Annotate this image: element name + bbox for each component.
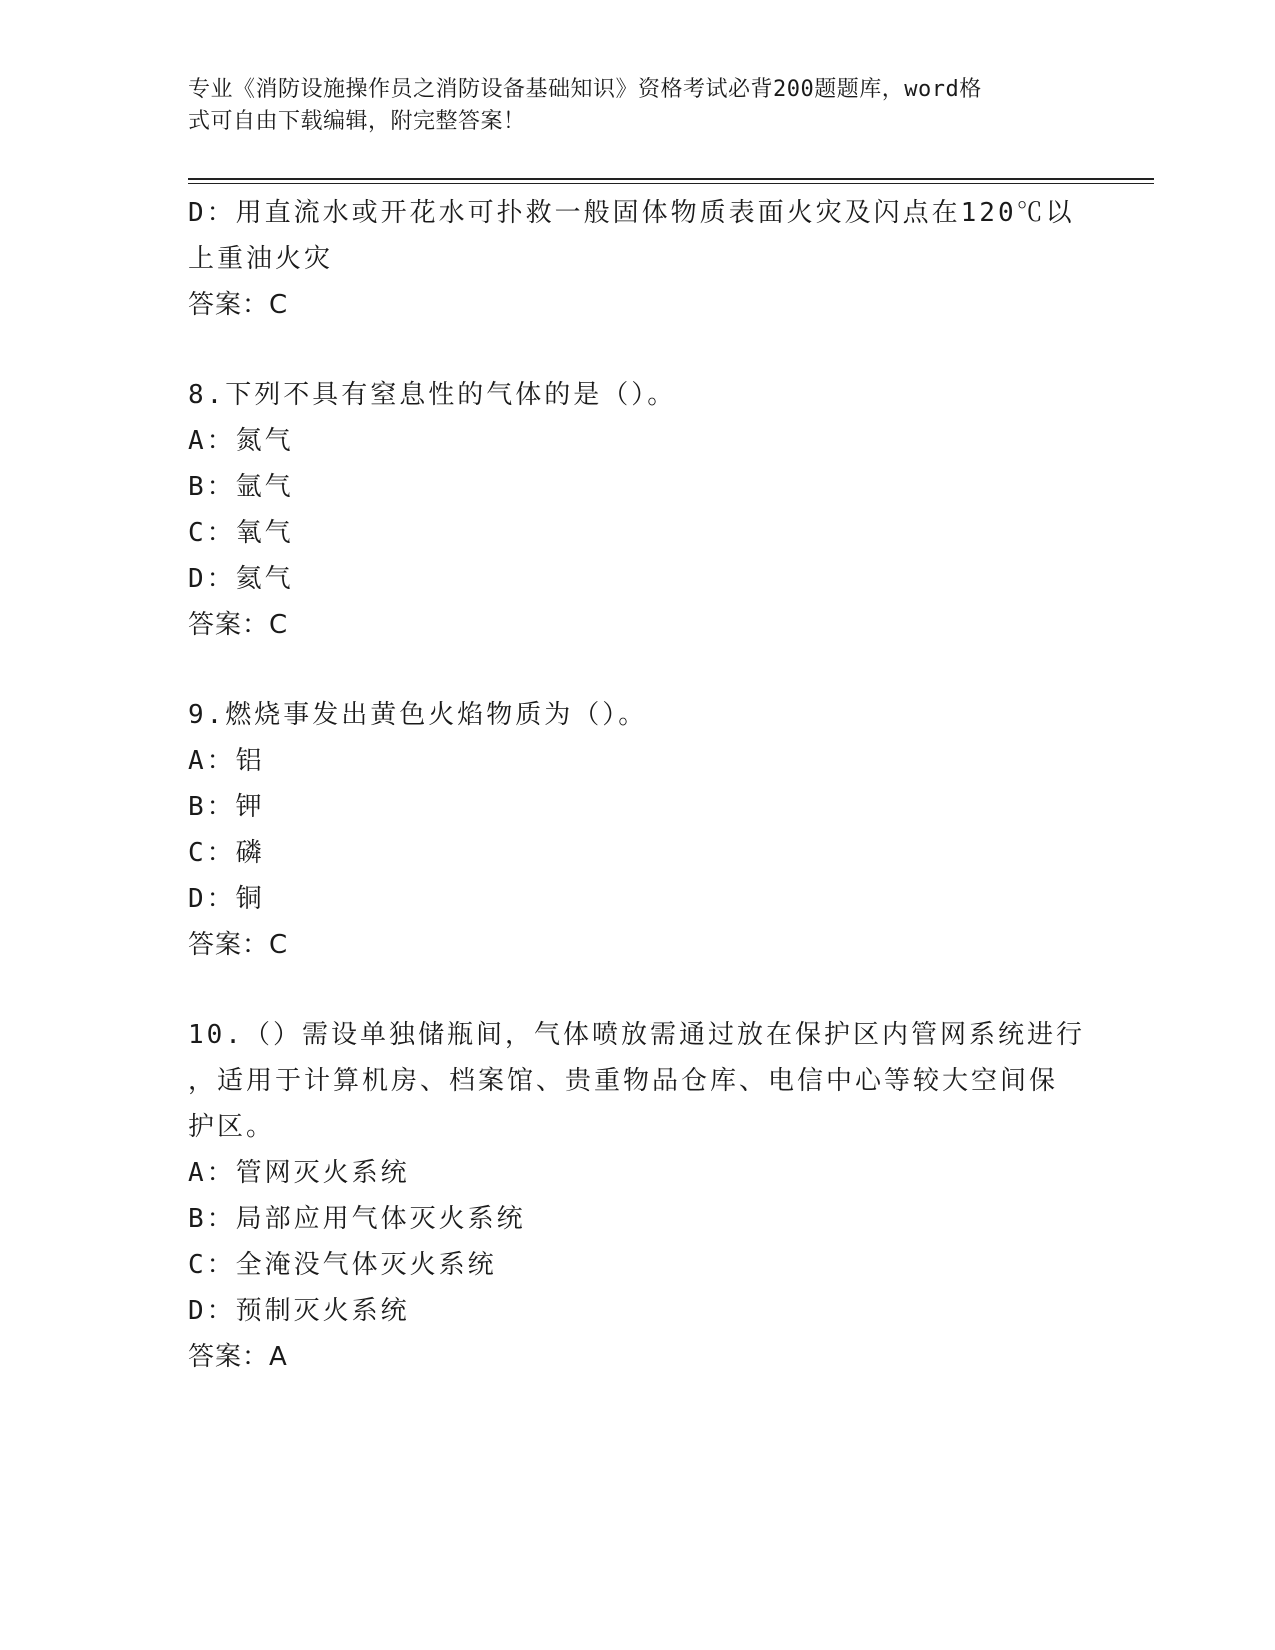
question-stem: 8.下列不具有窒息性的气体的是（）。: [188, 380, 677, 410]
header-divider-thin: [188, 183, 1154, 184]
option-a: A：铝: [188, 746, 265, 776]
option-c: C：氧气: [188, 518, 294, 548]
question-stem-line-1: 10.（）需设单独储瓶间，气体喷放需通过放在保护区内管网系统进行: [188, 1020, 1085, 1050]
answer-line: 答案：C: [188, 610, 289, 640]
option-d-line-2: 上重油火灾: [188, 244, 334, 274]
option-b: B：局部应用气体灭火系统: [188, 1204, 526, 1234]
option-a: A：管网灭火系统: [188, 1158, 410, 1188]
question-stem: 9.燃烧事发出黄色火焰物质为（）。: [188, 700, 648, 730]
option-b: B：钾: [188, 792, 265, 822]
option-a: A：氮气: [188, 426, 294, 456]
option-d: D：铜: [188, 884, 265, 914]
answer-line: 答案：C: [188, 930, 289, 960]
option-d: D：预制灭火系统: [188, 1296, 410, 1326]
option-d: D：氦气: [188, 564, 294, 594]
question-stem-line-3: 护区。: [188, 1112, 276, 1142]
header-line-2: 式可自由下载编辑，附完整答案！: [188, 109, 526, 134]
question-stem-line-2: ，适用于计算机房、档案馆、贵重物品仓库、电信中心等较大空间保: [188, 1066, 1059, 1096]
header-divider-thick: [188, 178, 1154, 180]
question-8: [188, 372, 1088, 648]
page-header: [188, 74, 1068, 138]
question-9: [188, 692, 1088, 968]
continued-question: [188, 190, 1088, 328]
option-d-line-1: D：用直流水或开花水可扑救一般固体物质表面火灾及闪点在120℃以: [188, 198, 1075, 228]
option-b: B：氩气: [188, 472, 294, 502]
question-10: [188, 1012, 1088, 1380]
answer-line: 答案：C: [188, 290, 289, 320]
header-line-1: 专业《消防设施操作员之消防设备基础知识》资格考试必背200题题库，word格: [188, 77, 982, 102]
option-c: C：磷: [188, 838, 265, 868]
question-content: [188, 190, 1088, 1380]
option-c: C：全淹没气体灭火系统: [188, 1250, 497, 1280]
answer-line: 答案：A: [188, 1342, 288, 1372]
